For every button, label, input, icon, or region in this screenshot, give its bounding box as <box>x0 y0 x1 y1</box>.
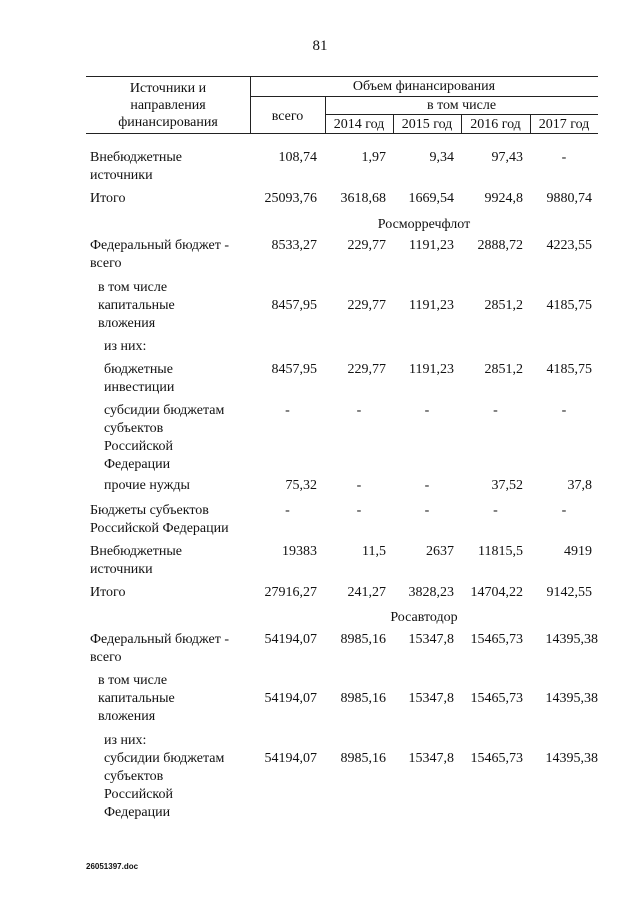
header-total: всего <box>271 109 304 124</box>
value-2016: - <box>493 403 498 418</box>
value-2017: 4919 <box>564 544 592 559</box>
row-label: Внебюджетные источники <box>90 544 182 577</box>
value-2016: 15465,73 <box>470 751 523 766</box>
value-2017: 14395,38 <box>545 751 598 766</box>
value-2015: - <box>424 478 430 493</box>
value-total: 54194,07 <box>264 632 317 647</box>
row-label: Итого <box>90 585 126 600</box>
value-2017: - <box>561 403 567 418</box>
value-2014: 229,77 <box>347 298 386 313</box>
value-2016: 9924,8 <box>484 191 523 206</box>
value-2015: 2637 <box>426 544 454 559</box>
value-2017: - <box>561 503 567 518</box>
value-2014: - <box>356 478 362 493</box>
value-2015: 9,34 <box>429 150 454 165</box>
header-year: 2016 год <box>470 117 521 132</box>
header-source: Источники и направления финансирования <box>118 81 218 130</box>
value-2015: 1191,23 <box>409 362 454 377</box>
value-2017: 14395,38 <box>545 632 598 647</box>
value-2016: 2851,2 <box>484 298 523 313</box>
row-label: Федеральный бюджет - всего <box>90 238 230 271</box>
value-total: 75,32 <box>285 478 317 493</box>
header-volume: Объем финансирования <box>352 79 496 94</box>
value-2016: 2851,2 <box>484 362 523 377</box>
value-2016: - <box>493 503 498 518</box>
value-2016: 37,52 <box>491 478 523 493</box>
row-label: субсидии бюджетам субъектов Российской Федерации <box>104 403 225 472</box>
value-2016: 15465,73 <box>470 632 523 647</box>
value-total: 8457,95 <box>271 362 317 377</box>
value-total: 108,74 <box>278 150 317 165</box>
value-2014: 3618,68 <box>340 191 386 206</box>
row-label: в том числе капитальные вложения <box>98 673 175 724</box>
value-2015: 15347,8 <box>408 632 454 647</box>
value-2014: 229,77 <box>347 362 386 377</box>
row-label: Внебюджетные источники <box>90 150 182 183</box>
value-2015: 1191,23 <box>409 298 454 313</box>
value-2014: 8985,16 <box>340 632 386 647</box>
value-2016: 2888,72 <box>477 238 523 253</box>
header-year: 2015 год <box>401 117 453 132</box>
section-title: Росморречфлот <box>377 217 471 232</box>
value-total: 19383 <box>282 544 317 559</box>
value-2017: 4223,55 <box>546 238 592 253</box>
file-name-footer: 26051397.doc <box>86 862 139 871</box>
value-2017: - <box>561 150 567 165</box>
value-2017: 14395,38 <box>545 691 598 706</box>
value-2015: 1191,23 <box>409 238 454 253</box>
value-2014: 1,97 <box>361 150 386 165</box>
value-2017: 9142,55 <box>546 585 592 600</box>
value-2017: 4185,75 <box>546 298 592 313</box>
header-year: 2014 год <box>333 117 385 132</box>
row-label: из них: субсидии бюджетам субъектов Российской Федерации <box>104 733 225 820</box>
value-total: 54194,07 <box>264 691 317 706</box>
value-2014: 8985,16 <box>340 751 386 766</box>
value-total: 25093,76 <box>264 191 317 206</box>
value-2017: 9880,74 <box>546 191 592 206</box>
value-total: 8533,27 <box>271 238 317 253</box>
value-total: 27916,27 <box>264 585 317 600</box>
value-2016: 97,43 <box>491 150 523 165</box>
value-total: 8457,95 <box>271 298 317 313</box>
value-2016: 14704,22 <box>470 585 523 600</box>
page-number: 81 <box>312 38 328 54</box>
value-2017: 4185,75 <box>546 362 592 377</box>
value-2014: 8985,16 <box>340 691 386 706</box>
row-label: Бюджеты субъектов Российской Федерации <box>90 503 229 536</box>
value-total: - <box>285 503 290 518</box>
value-2015: - <box>424 403 430 418</box>
value-2015: 1669,54 <box>408 191 454 206</box>
header-year: 2017 год <box>538 117 590 132</box>
row-label: Федеральный бюджет - всего <box>90 632 230 665</box>
row-label: прочие нужды <box>104 478 190 493</box>
row-label: Итого <box>90 191 126 206</box>
value-2014: - <box>356 503 362 518</box>
value-2014: - <box>356 403 362 418</box>
value-2016: 11815,5 <box>478 544 523 559</box>
value-2014: 11,5 <box>362 544 386 559</box>
row-label: из них: <box>104 339 147 354</box>
value-2017: 37,8 <box>567 478 592 493</box>
row-label: в том числе капитальные вложения <box>98 280 175 331</box>
value-2016: 15465,73 <box>470 691 523 706</box>
value-total: - <box>285 403 290 418</box>
value-2014: 241,27 <box>347 585 386 600</box>
value-2015: - <box>424 503 430 518</box>
value-2015: 15347,8 <box>408 691 454 706</box>
value-total: 54194,07 <box>264 751 317 766</box>
value-2015: 3828,23 <box>408 585 454 600</box>
header-including: в том числе <box>426 98 497 113</box>
section-title: Росавтодор <box>390 610 458 625</box>
value-2015: 15347,8 <box>408 751 454 766</box>
row-label: бюджетные инвестиции <box>104 362 175 395</box>
value-2014: 229,77 <box>347 238 386 253</box>
